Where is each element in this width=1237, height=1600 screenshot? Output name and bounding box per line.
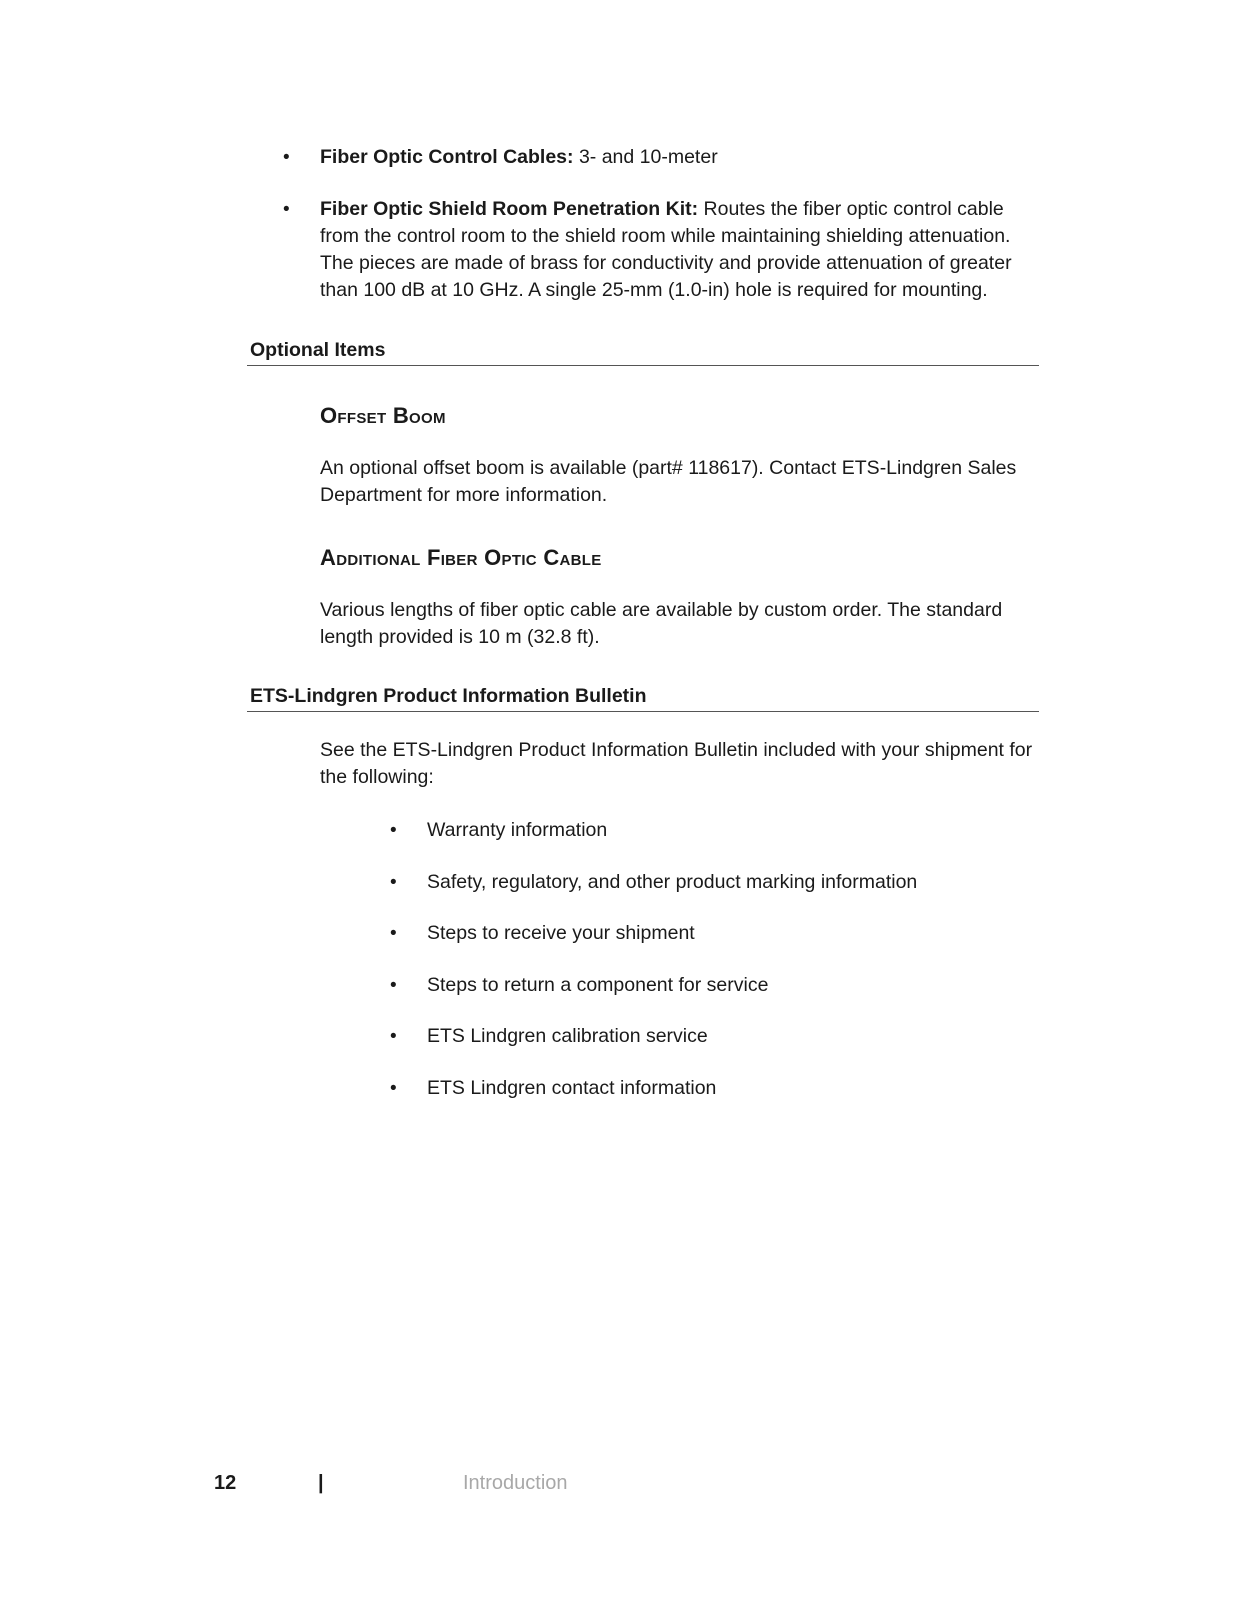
list-item-text: ETS Lindgren calibration service bbox=[427, 1025, 708, 1048]
item-term: Fiber Optic Control Cables: bbox=[320, 146, 574, 168]
list-item bbox=[390, 869, 1030, 896]
list-item bbox=[390, 920, 1030, 947]
list-item bbox=[283, 144, 1043, 171]
accessory-list bbox=[283, 144, 1043, 304]
list-item-text: Safety, regulatory, and other product marking information bbox=[427, 870, 918, 893]
bullet-icon: • bbox=[390, 871, 397, 893]
bullet-icon: • bbox=[283, 147, 290, 168]
list-item bbox=[390, 1023, 1030, 1050]
bullet-icon: • bbox=[390, 1077, 397, 1099]
bullet-icon: • bbox=[390, 820, 397, 841]
bulletin-intro: See the ETS-Lindgren Product Information Bulletin included with your shipment for the following: bbox=[320, 739, 1033, 788]
additional-cable-heading: Additional Fiber Optic Cable bbox=[320, 545, 602, 570]
list-item-text: Warranty information bbox=[427, 819, 608, 841]
offset-boom-heading: Offset Boom bbox=[320, 403, 446, 428]
footer-separator: | bbox=[318, 1472, 324, 1494]
bullet-icon: • bbox=[390, 1026, 397, 1048]
offset-boom-paragraph: An optional offset boom is available (part# 118617). Contact ETS-Lindgren Sales Department for more information. bbox=[320, 457, 1017, 506]
bulletin-heading: ETS-Lindgren Product Information Bulletin bbox=[247, 685, 1039, 712]
page-number: 12 bbox=[214, 1472, 237, 1494]
bullet-icon: • bbox=[390, 974, 397, 996]
item-text: 3- and 10-meter bbox=[573, 146, 718, 168]
bullet-icon: • bbox=[390, 923, 397, 945]
footer-section-name: Introduction bbox=[463, 1472, 568, 1494]
list-item-text: Steps to return a component for service bbox=[427, 973, 769, 996]
bulletin-list bbox=[390, 817, 1030, 1102]
list-item bbox=[283, 196, 1043, 304]
list-item bbox=[390, 817, 1030, 844]
bullet-icon: • bbox=[283, 199, 290, 220]
additional-cable-paragraph: Various lengths of fiber optic cable are available by custom order. The standard length provided is 10 m (32.8 ft). bbox=[320, 599, 1003, 648]
list-item bbox=[390, 972, 1030, 999]
list-item-text: Steps to receive your shipment bbox=[427, 922, 695, 945]
list-item bbox=[390, 1075, 1030, 1102]
item-text: Routes the fiber optic control cable from the control room to the shield room while maintaining shielding attenuation. The pieces are made of brass for conductivity and provide attenuation of greater than 100 dB at 10 GHz. A single 25-mm (1.0-in) hole is required for mounting. bbox=[320, 198, 1012, 301]
optional-items-heading: Optional Items bbox=[247, 339, 1039, 366]
item-term: Fiber Optic Shield Room Penetration Kit: bbox=[320, 198, 699, 220]
list-item-text: ETS Lindgren contact information bbox=[427, 1076, 717, 1099]
